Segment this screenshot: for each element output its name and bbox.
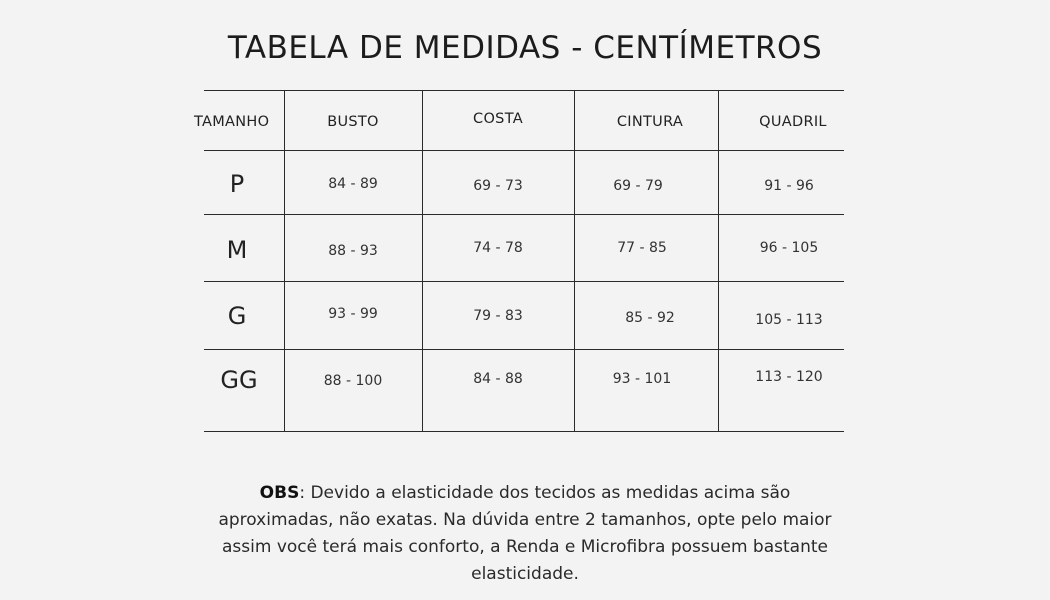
cell-gg-quadril: 113 - 120 <box>755 369 823 385</box>
cell-g-busto: 93 - 99 <box>328 306 378 322</box>
header-tamanho: TAMANHO <box>194 114 270 130</box>
cell-m-busto: 88 - 93 <box>328 243 378 259</box>
size-p: P <box>229 170 245 198</box>
cell-g-cintura: 85 - 92 <box>625 310 675 326</box>
cell-p-cintura: 69 - 79 <box>613 178 663 194</box>
cell-gg-busto: 88 - 100 <box>323 373 383 389</box>
page-title: TABELA DE MEDIDAS - CENTÍMETROS <box>227 30 823 66</box>
header-busto: BUSTO <box>327 114 379 130</box>
size-table <box>194 90 844 432</box>
header-costa: COSTA <box>473 111 523 127</box>
size-g: G <box>227 302 247 330</box>
note <box>200 480 850 588</box>
cell-gg-cintura: 93 - 101 <box>612 371 672 387</box>
cell-gg-costa: 84 - 88 <box>473 371 523 387</box>
size-gg: GG <box>220 366 258 394</box>
table-border-top <box>204 90 844 91</box>
cell-p-quadril: 91 - 96 <box>764 178 814 194</box>
cell-g-costa: 79 - 83 <box>473 308 523 324</box>
table-border-bottom <box>204 431 844 432</box>
table-divider <box>204 281 844 282</box>
cell-m-costa: 74 - 78 <box>473 240 523 256</box>
header-quadril: QUADRIL <box>759 114 827 130</box>
size-m: M <box>226 236 248 264</box>
cell-p-busto: 84 - 89 <box>328 176 378 192</box>
cell-m-cintura: 77 - 85 <box>617 240 667 256</box>
table-divider <box>204 214 844 215</box>
cell-m-quadril: 96 - 105 <box>759 240 819 256</box>
note-label: OBS <box>259 483 300 503</box>
note-text: : Devido a elasticidade dos tecidos as medidas acima são aproximadas, não exatas. Na dúvida entre 2 tamanhos, opte pelo maior assim você terá mais conforto, a Renda e Microfibra possuem bastante elasticidade. <box>218 483 832 584</box>
cell-p-costa: 69 - 73 <box>473 178 523 194</box>
header-cintura: CINTURA <box>616 114 684 130</box>
table-divider <box>204 349 844 350</box>
table-divider <box>204 150 844 151</box>
cell-g-quadril: 105 - 113 <box>755 312 823 328</box>
